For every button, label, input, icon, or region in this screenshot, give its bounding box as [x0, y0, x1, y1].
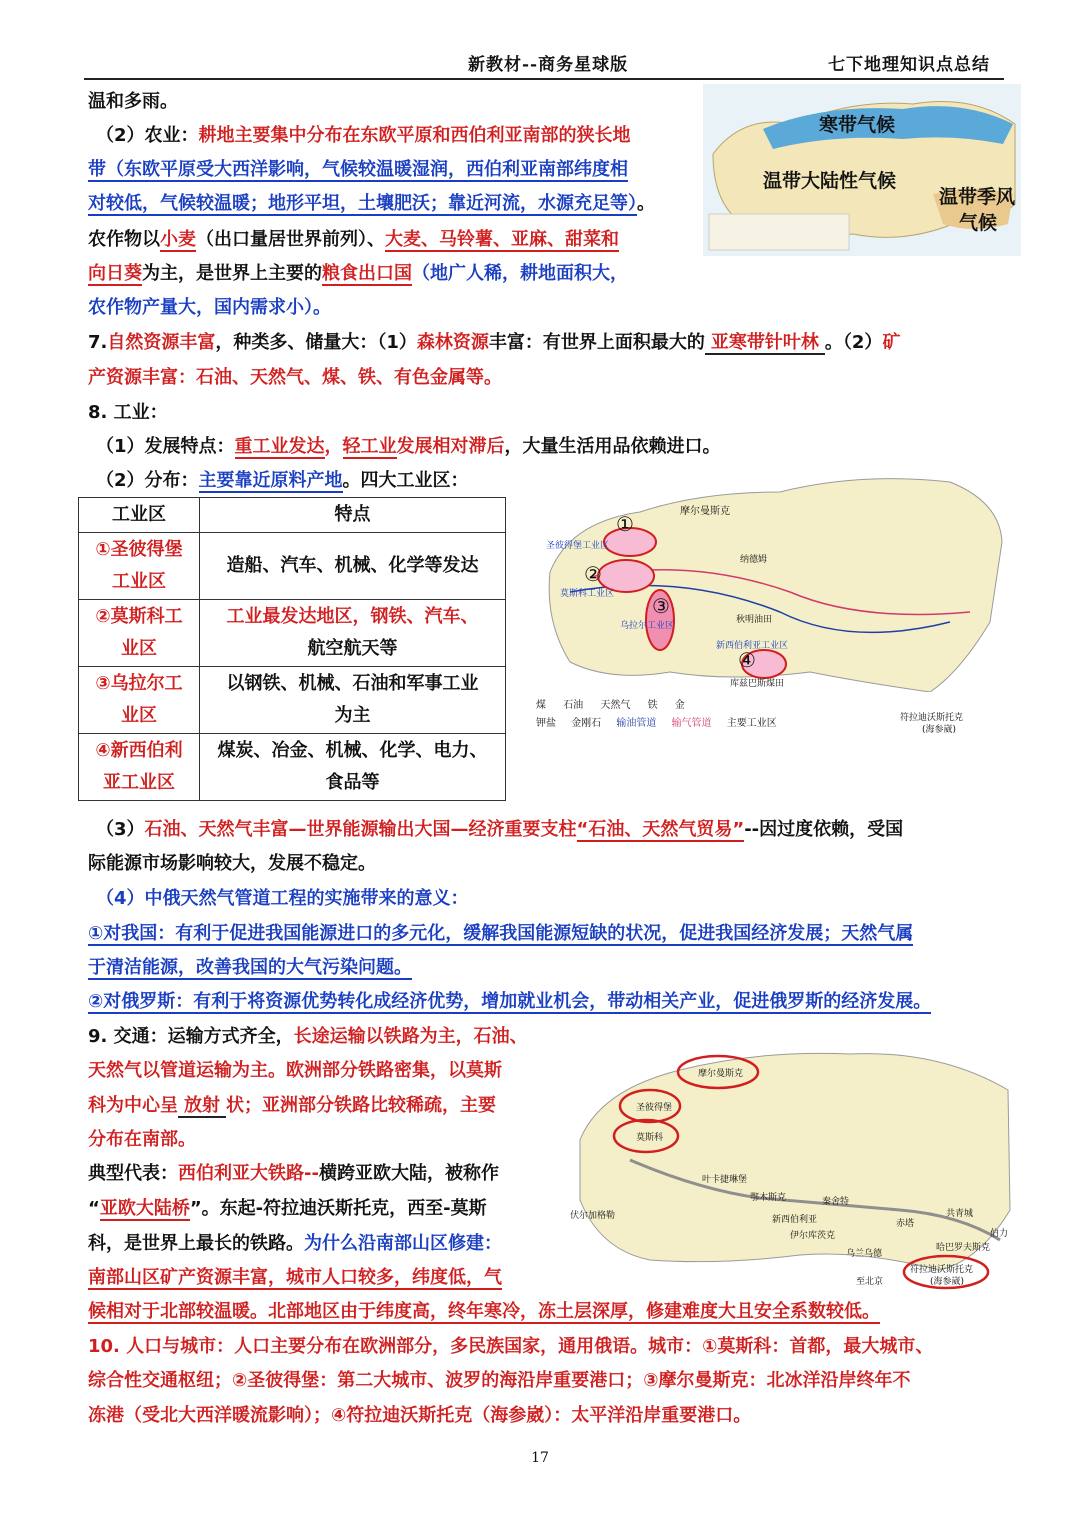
feature-text: 工业最发达地区，钢铁、汽车、: [226, 606, 479, 627]
trans-text: 科为中心呈: [88, 1095, 178, 1116]
feature-text: 食品等: [325, 772, 380, 793]
rail-city: 新西伯利亚: [772, 1215, 818, 1225]
industry-title: 8. 工业：: [88, 402, 168, 423]
map-city: 新西伯利亚工业区: [716, 641, 789, 651]
trans-line-9: [88, 1300, 880, 1324]
legend-industrial-zone: 主要工业区: [726, 718, 777, 729]
trans-text: 典型代表：: [88, 1163, 178, 1184]
feature-text: 航空航天等: [307, 638, 398, 659]
res-text: 7.: [88, 332, 108, 353]
ind-text: （1）发展特点：: [96, 436, 235, 457]
trans-text: 横跨亚欧大陆，被称作: [318, 1163, 499, 1184]
map-city: 莫斯科工业区: [560, 589, 615, 599]
agri-text: 耕地主要集中分布在东欧平原和西伯利亚南部的狭长地: [198, 125, 631, 146]
trans-line-5: [88, 1162, 499, 1186]
rail-city: 鄂木斯克: [750, 1193, 787, 1203]
zone-name: 业区: [121, 638, 157, 659]
agri-text: （出口量居世界前列）、: [196, 229, 385, 250]
zone-name: 工业区: [112, 571, 166, 592]
text-line: 温和多雨。: [88, 91, 178, 112]
ind-text: 石油、天然气丰富—世界能源输出大国—经济重要支柱: [144, 819, 577, 840]
trans-text: 9. 交通：运输方式齐全，: [88, 1026, 294, 1047]
pipeline-title: （4）中俄天然气管道工程的实施带来的意义：: [96, 888, 469, 909]
ind-text: 重工业发达: [234, 436, 325, 457]
table-row: [79, 600, 506, 667]
map-legend-row-2: [536, 714, 777, 729]
zone-name: ③乌拉尔工: [95, 673, 183, 694]
res-text: 产资源丰富：石油、天然气、煤、铁、有色金属等。: [88, 367, 502, 388]
zone-name: 亚工业区: [103, 772, 175, 793]
legend-coal: 煤: [536, 700, 546, 711]
trans-text: 候相对于北部较温暖。北部地区由于纬度高，终年寒冷，冻土层深厚，修建难度大且安全系数较低。: [88, 1301, 880, 1322]
industry-energy-line-2: 际能源市场影响较大，发展不稳定。: [88, 853, 376, 874]
resources-line-2: [88, 366, 502, 390]
climate-map: [703, 84, 1021, 256]
rail-city: 摩尔曼斯克: [698, 1069, 744, 1079]
label-monsoon-climate-1: 温带季风: [939, 186, 1016, 208]
trans-text: ”。东起-符拉迪沃斯托克，西至-莫斯: [189, 1198, 487, 1219]
agri-line-6: [88, 296, 331, 320]
map-city: 摩尔曼斯克: [680, 506, 730, 517]
railway-map: [560, 1040, 1020, 1294]
rail-city: 秦舍特: [822, 1197, 850, 1207]
map-city: 符拉迪沃斯托克: [900, 713, 964, 723]
legend-potash: 钾盐: [536, 718, 556, 729]
ind-text: ，: [324, 436, 343, 457]
pop-line-3: 冻港（受北大西洋暖流影响）；④符拉迪沃斯托克（海参崴）：太平洋沿岸重要港口。: [88, 1405, 752, 1426]
circle-label-4: ④: [738, 648, 756, 672]
table-header-feature: 特点: [200, 498, 506, 533]
table-row: [79, 533, 506, 600]
rail-city: 哈巴罗夫斯克: [936, 1243, 991, 1253]
trans-line-6: [88, 1197, 487, 1221]
trans-text: 科，是世界上最长的铁路。: [88, 1233, 304, 1254]
ind-text: ①对我国：有利于促进我国能源进口的多元化，缓解我国能源短缺的状况，促进我国经济发展；天然气属: [88, 923, 914, 944]
feature-cell: [200, 734, 506, 801]
trans-text: 为什么沿南部山区修建：: [304, 1233, 502, 1254]
map-city: 纳德姆: [740, 555, 768, 565]
ind-text: （3）: [96, 819, 145, 840]
agri-heading: （2）农业：: [96, 125, 199, 146]
rail-city: 莫斯科: [636, 1133, 664, 1143]
pop-text: 10. 人口与城市：人口主要分布在欧洲部分，多民族国家，通用俄语。城市：: [88, 1336, 703, 1357]
map-city: (海参崴): [922, 725, 957, 735]
trans-text: 南部山区矿产资源丰富，城市人口较多，纬度低，气: [88, 1267, 502, 1288]
page-number: 17: [531, 1450, 549, 1466]
ind-text: ②对俄罗斯：有利于将资源优势转化成经济优势，增加就业机会，带动相关产业，促进俄罗斯的经济发展。: [88, 991, 932, 1012]
circle-label-1: ①: [616, 512, 634, 536]
legend-oil-pipe: 输油管道: [616, 718, 657, 729]
res-blank: 亚寒带针叶林: [705, 332, 825, 355]
zone-cell: [79, 533, 200, 600]
rail-city: 叶卡捷琳堡: [702, 1175, 748, 1185]
industry-map: [530, 462, 1008, 744]
legend-oil: 石油: [563, 700, 584, 711]
ind-text: 。四大工业区：: [342, 470, 469, 491]
agri-crop: 大麦、马铃薯、亚麻、甜菜和: [385, 229, 619, 250]
agri-line-4: [88, 228, 619, 252]
zone-cell: [79, 600, 200, 667]
zone-name: ①圣彼得堡: [95, 539, 183, 560]
agri-line-2: [88, 158, 628, 182]
label-cold-climate: 寒带气候: [819, 114, 896, 136]
agri-line-5: [88, 262, 628, 286]
pipeline-china-2: [88, 956, 412, 980]
pop-line-2: 综合性交通枢纽；②圣彼得堡：第二大城市、波罗的海沿岸重要港口；③摩尔曼斯克：北冰洋沿岸终年不: [88, 1370, 911, 1391]
feature-cell: [200, 600, 506, 667]
label-continental-climate: 温带大陆性气候: [763, 170, 897, 192]
ind-text: “石油、天然气贸易”: [576, 819, 745, 840]
header-left: 新教材--商务星球版: [468, 55, 629, 75]
ind-text: 于清洁能源，改善我国的大气污染问题。: [88, 957, 412, 978]
legend-iron: 铁: [647, 700, 658, 711]
zone-name: 业区: [121, 705, 157, 726]
feature-text: 为主: [334, 705, 371, 726]
industry-distribution: [96, 469, 469, 493]
agri-crop: 小麦: [160, 229, 196, 250]
legend-gold: 金: [674, 700, 685, 711]
agri-text: 农作物以: [88, 229, 160, 250]
ind-text: 主要靠近原料产地: [198, 470, 343, 491]
pop-text: ①莫斯科：首都，最大城市、: [702, 1336, 934, 1357]
header-rule: [84, 78, 1004, 80]
trans-text: 西伯利亚大铁路--: [178, 1163, 319, 1184]
map-city: 圣彼得堡工业区: [546, 541, 610, 551]
agri-crop: 向日葵: [88, 263, 142, 284]
rail-city: 符拉迪沃斯托克: [910, 1265, 974, 1275]
agri-text: （地广人稀，耕地面积大，: [412, 263, 628, 284]
feature-text: 造船、汽车、机械、化学等发达: [226, 555, 479, 576]
agri-text: 粮食出口国: [322, 263, 412, 284]
trans-text: “: [88, 1198, 100, 1219]
res-text: 矿: [882, 332, 901, 353]
res-text: 森林资源: [416, 332, 489, 353]
trans-line-3: [88, 1094, 496, 1118]
circle-label-3: ③: [652, 594, 670, 618]
railway-map-graphic: [560, 1040, 1020, 1294]
trans-text: 亚欧大陆桥: [99, 1198, 190, 1219]
label-monsoon-climate-2: 气候: [959, 212, 998, 234]
agri-text: 带（东欧平原受大西洋影响，气候较温暖湿润，西伯利亚南部纬度相: [88, 159, 628, 180]
pipeline-china-1: [88, 922, 913, 946]
ind-text: 轻工业: [342, 436, 397, 457]
trans-line-8: [88, 1266, 502, 1290]
rail-city: 伯力: [990, 1229, 1009, 1239]
ind-text: （2）分布：: [96, 470, 199, 491]
agri-text: 为主，是世界上主要的: [142, 263, 322, 284]
feature-cell: [200, 667, 506, 734]
rail-city: 乌兰乌德: [846, 1249, 883, 1259]
legend-gas: 天然气: [600, 700, 631, 711]
zone-cell: [79, 667, 200, 734]
res-text: 自然资源丰富: [107, 332, 216, 353]
industry-feature: [96, 435, 721, 459]
resources-line-1: [88, 331, 900, 355]
agri-line-3: [88, 192, 655, 216]
trans-line-1: [88, 1025, 528, 1049]
map-city: 乌拉尔工业区: [620, 621, 675, 631]
feature-cell: [200, 533, 506, 600]
header-right: 七下地理知识点总结: [828, 55, 990, 75]
pop-line-1: [88, 1335, 933, 1359]
map-city: 秋明油田: [736, 615, 773, 625]
agri-text: 农作物产量大，国内需求小）。: [88, 297, 331, 318]
trans-text: 状；亚洲部分铁路比较稀疏，主要: [226, 1095, 496, 1116]
table-row: [79, 667, 506, 734]
trans-line-2: 天然气以管道运输为主。欧洲部分铁路密集，以莫斯: [88, 1060, 502, 1081]
ind-text: ，大量生活用品依赖进口。: [504, 436, 721, 457]
rail-city: 伊尔库茨克: [790, 1231, 836, 1241]
zone-cell: [79, 734, 200, 801]
legend-gas-pipe: 输气管道: [671, 718, 712, 729]
agri-text: 。: [637, 193, 655, 214]
agri-text: 对较低，气候较温暖；地形平坦，土壤肥沃；靠近河流，水源充足等）: [88, 193, 637, 214]
rail-city: 圣彼得堡: [636, 1103, 673, 1113]
industry-energy-line-1: [96, 818, 903, 842]
table-row: [79, 734, 506, 801]
rail-city: 赤塔: [896, 1219, 915, 1229]
trans-line-7: [88, 1232, 502, 1256]
res-text: 丰富：有世界上面积最大的: [488, 332, 705, 353]
rail-city: (海参崴): [930, 1277, 965, 1287]
res-text: ，种类多、储量大：（1）: [215, 332, 417, 353]
table-header-row: [79, 498, 506, 533]
feature-text: 以钢铁、机械、石油和军事工业: [226, 673, 479, 694]
trans-line-4: 分布在南部。: [88, 1129, 196, 1150]
circle-label-2: ②: [584, 562, 602, 586]
table-header-zone: 工业区: [79, 498, 200, 533]
ind-text: 发展相对滞后: [396, 436, 505, 457]
map-city: 库兹巴斯煤田: [730, 679, 785, 689]
rail-city: 至北京: [856, 1277, 884, 1287]
zone-name: ④新西伯利: [95, 740, 183, 761]
rail-city: 伏尔加格勒: [570, 1211, 616, 1221]
feature-text: 煤炭、冶金、机械、化学、电力、: [217, 740, 488, 761]
agri-line-1: [96, 124, 631, 148]
map-legend-row-1: [536, 696, 685, 711]
industry-table: [78, 497, 506, 801]
res-text: 。（2）: [824, 332, 883, 353]
trans-text: 长途运输以铁路为主，石油、: [293, 1026, 528, 1047]
ind-text: --因过度依赖，受国: [744, 819, 904, 840]
pipeline-russia: [88, 990, 931, 1014]
trans-blank: 放射: [178, 1095, 226, 1118]
rail-city: 共青城: [946, 1209, 974, 1219]
legend-diamond: 金刚石: [571, 718, 602, 729]
zone-name: ②莫斯科工: [95, 606, 183, 627]
